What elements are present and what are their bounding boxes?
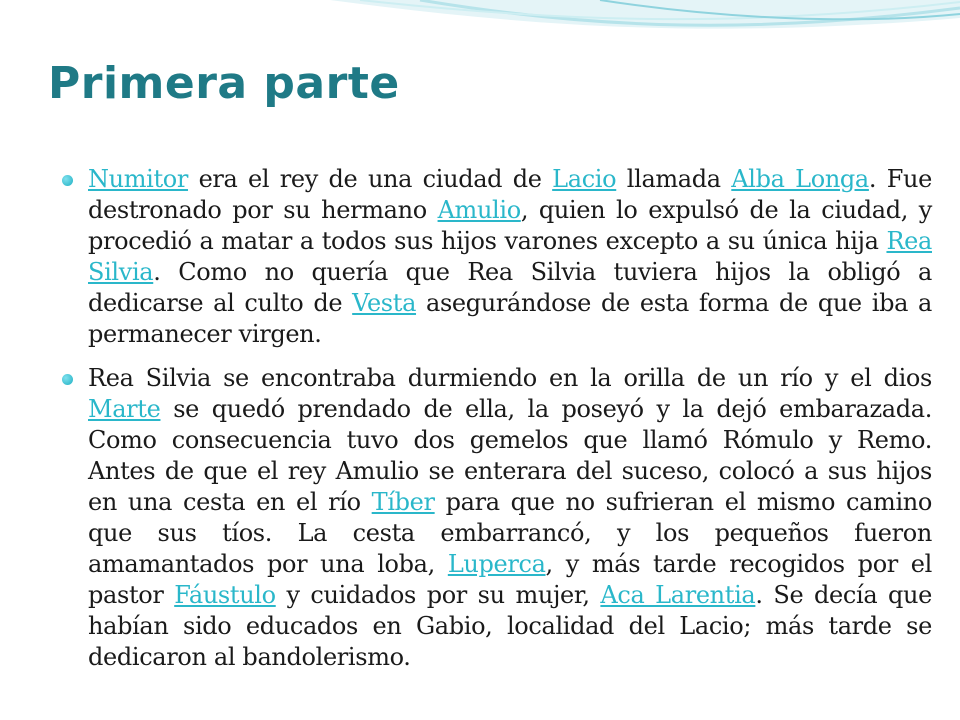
slide-body bbox=[62, 164, 932, 686]
paragraph-text: , quien lo expulsó de la ciudad, y procedió a matar a todos sus hijos varones excepto a su única hija bbox=[88, 196, 932, 255]
link-marte[interactable]: Marte bbox=[88, 395, 161, 423]
link-amulio[interactable]: Amulio bbox=[437, 196, 521, 224]
paragraph-text: asegurándose de esta forma de que iba a permanecer virgen. bbox=[88, 289, 932, 348]
link-luperca[interactable]: Luperca bbox=[447, 550, 546, 578]
paragraph-text: y cuidados por su mujer, bbox=[275, 581, 601, 609]
paragraph-text: para que no sufrieran el mismo camino que sus tíos. La cesta embarrancó, y los pequeños fueron amamantados por una loba, bbox=[88, 488, 932, 578]
link-numitor[interactable]: Numitor bbox=[88, 165, 189, 193]
link-alba-longa[interactable]: Alba Longa bbox=[731, 165, 869, 193]
round-bullet-icon bbox=[62, 175, 73, 186]
paragraph-text: , y más tarde recogidos por el pastor bbox=[88, 550, 932, 609]
link-rea-silvia[interactable]: Rea Silvia bbox=[88, 227, 932, 286]
round-bullet-icon bbox=[62, 374, 73, 385]
paragraph-text: . Se decía que habían sido educados en Gabio, localidad del Lacio; más tarde se dedicaron al bandolerismo. bbox=[88, 581, 932, 671]
paragraph-text: . Fue destronado por su hermano bbox=[88, 165, 933, 224]
link-vesta[interactable]: Vesta bbox=[352, 289, 417, 317]
paragraph-rea-silvia bbox=[62, 363, 932, 673]
paragraph-text: llamada bbox=[616, 165, 732, 193]
paragraph-text: se quedó prendado de ella, la poseyó y la dejó embarazada. Como consecuencia tuvo dos gemelos que llamó Rómulo y Remo. Antes de que el rey Amulio se enterara del suceso, colocó a sus hijos en una cesta en el río bbox=[88, 395, 932, 516]
paragraph-text: era el rey de una ciudad de bbox=[188, 165, 553, 193]
link-tiber[interactable]: Tíber bbox=[371, 488, 435, 516]
link-lacio[interactable]: Lacio bbox=[552, 165, 617, 193]
paragraph-text: Rea Silvia se encontraba durmiendo en la orilla de un río y el dios bbox=[88, 364, 932, 392]
slide-title: Primera parte bbox=[48, 58, 400, 109]
paragraph-numitor bbox=[62, 164, 932, 350]
link-aca-larentia[interactable]: Aca Larentia bbox=[600, 581, 756, 609]
paragraph-text: . Como no quería que Rea Silvia tuviera hijos la obligó a dedicarse al culto de bbox=[88, 258, 932, 317]
link-faustulo[interactable]: Fáustulo bbox=[174, 581, 276, 609]
